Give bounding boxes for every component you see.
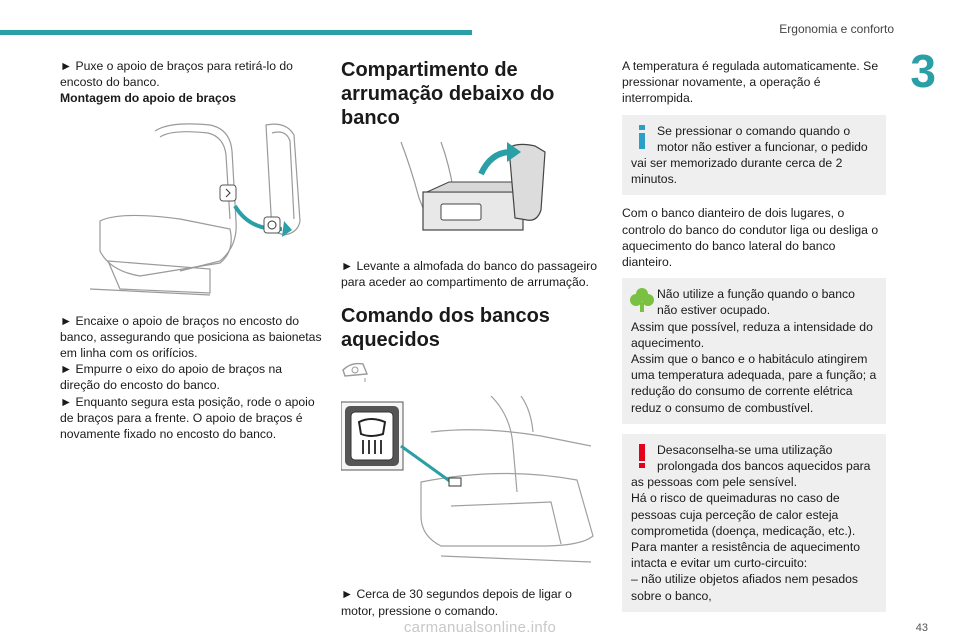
warning-text-first: Desaconselha-se uma utilização prolongada dos bancos aquecidos para: [657, 442, 871, 474]
heated-seat-symbol: [341, 360, 603, 388]
text-two-seat-bench: Com o banco dianteiro de dois lugares, o controlo do banco do condutor liga ou desliga o aquecimento do banco lateral do banco dianteiro.: [622, 206, 879, 270]
subheading-mount-armrest: Montagem do apoio de braços: [60, 91, 237, 106]
armrest-illustration: [60, 111, 322, 301]
info-text-rest: vai ser memorizado durante cerca de 2 minutos.: [631, 156, 843, 187]
heading-storage: Compartimento de arrumação debaixo do banco: [341, 59, 555, 129]
storage-illustration-svg: [341, 138, 603, 248]
info-box: [622, 115, 886, 196]
warning-text-rest1: as pessoas com pele sensível.: [631, 475, 797, 490]
warning-text-rest3: Para manter a resistência de aquecimento intacta e evitar um curto-circuito:: [631, 540, 860, 571]
eco-box: [622, 278, 886, 424]
eco-text-first: Não utilize a função quando o banco não estiver ocupado.: [657, 287, 855, 318]
warning-icon: [630, 442, 654, 470]
text-remove-armrest: ► Puxe o apoio de braços para retirá-lo do encosto do banco.: [60, 59, 293, 90]
column-1: [60, 58, 322, 442]
watermark: carmanualsonline.info: [403, 619, 557, 636]
chapter-number: 3: [910, 45, 936, 97]
eco-text-rest1: Assim que possível, reduza a intensidade do aquecimento.: [631, 319, 873, 350]
heading-heated-seats: Comando dos bancos aquecidos: [341, 305, 550, 352]
text-rotate-armrest: ► Enquanto segura esta posição, rode o apoio de braços para a frente. O apoio de braços é novamente fixado no encosto do banco.: [60, 394, 315, 442]
heated-seat-button-illustration: [341, 396, 603, 574]
section-title: Ergonomia e conforto: [779, 22, 894, 36]
armrest-illustration-svg: [60, 111, 322, 301]
heated-seat-button-illustration-svg: [341, 396, 603, 574]
warning-box: [622, 434, 886, 612]
eco-icon: [630, 286, 654, 314]
text-press-heated-button: ► Cerca de 30 segundos depois de ligar o motor, pressione o comando.: [341, 587, 572, 618]
text-fit-armrest: ► Encaixe o apoio de braços no encosto do banco, assegurando que posiciona as baionetas em linha com os orifícios.: [60, 313, 322, 361]
column-2: [341, 58, 603, 619]
column-3: [622, 58, 886, 612]
info-text-first: Se pressionar o comando quando o motor não estiver a funcionar, o pedido: [657, 123, 868, 154]
text-temperature-auto: A temperatura é regulada automaticamente. Se pressionar novamente, a operação é interrompida.: [622, 59, 879, 106]
info-icon: [630, 123, 654, 151]
header-accent-bar: [0, 30, 472, 35]
heated-seat-symbol-svg: [341, 360, 373, 384]
eco-text-rest2: Assim que o banco e o habitáculo atingirem uma temperatura adequada, pare a função; a redução do consumo de corrente elétrica reduz o consumo de combustível.: [631, 352, 877, 415]
text-lift-cushion: ► Levante a almofada do banco do passageiro para aceder ao compartimento de arrumação.: [341, 259, 597, 290]
text-push-axis: ► Empurre o eixo do apoio de braços na direção do encosto do banco.: [60, 362, 283, 393]
page-number: 43: [915, 622, 928, 634]
warning-text-rest4: – não utilize objetos afiados nem pesados sobre o banco,: [631, 572, 858, 603]
storage-illustration: [341, 138, 603, 248]
warning-text-rest2: Há o risco de queimaduras no caso de pessoas cuja perceção de calor esteja comprometida (doença, medicação, etc.).: [631, 491, 856, 538]
